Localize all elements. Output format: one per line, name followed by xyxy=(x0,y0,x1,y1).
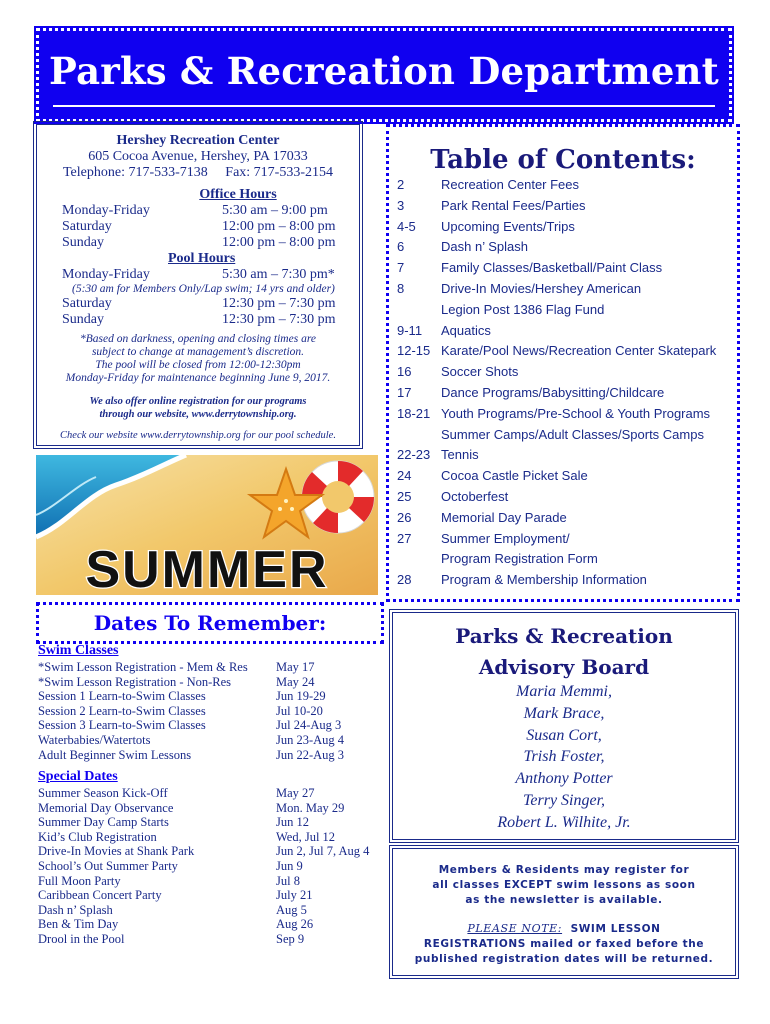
summer-illustration xyxy=(36,455,378,595)
date-value: May 27 xyxy=(276,786,315,800)
date-label: Adult Beginner Swim Lessons xyxy=(38,747,192,762)
please-note-label: PLEASE NOTE: xyxy=(467,922,563,935)
office-time: 12:00 pm – 8:00 pm xyxy=(222,235,336,250)
toc-page-number: 24 xyxy=(397,468,412,484)
swim-classes-heading: Swim Classes xyxy=(38,643,119,658)
date-value: Sep 9 xyxy=(276,932,305,946)
note-line: *Based on darkness, opening and closing times are xyxy=(80,333,316,345)
note-line: We also offer online registration for our programs xyxy=(89,396,307,407)
date-label: Drive-In Movies at Shank Park xyxy=(38,844,195,859)
toc-entry: Tennis xyxy=(441,447,479,463)
toc-entry: Soccer Shots xyxy=(441,364,519,380)
toc-page-number: 4-5 xyxy=(397,218,416,234)
date-value: Jun 12 xyxy=(276,815,309,830)
advisory-board xyxy=(392,612,736,840)
toc-page-number: 6 xyxy=(397,239,405,255)
toc-entry: Park Rental Fees/Parties xyxy=(441,197,586,213)
date-value: Jun 23-Aug 4 xyxy=(276,733,345,747)
date-value: Aug 5 xyxy=(276,902,307,917)
toc-entry: Memorial Day Parade xyxy=(441,509,567,525)
toc-entry: Recreation Center Fees xyxy=(441,177,580,192)
date-label: *Swim Lesson Registration - Non-Res xyxy=(38,674,232,689)
date-value: May 17 xyxy=(276,660,315,674)
notice-line: published registration dates will be returned. xyxy=(414,953,714,965)
board-member: Susan Cort, xyxy=(526,726,602,744)
toc-title: Table of Contents: xyxy=(430,145,696,175)
date-value: Aug 26 xyxy=(276,917,314,932)
toc-page-number: 16 xyxy=(397,364,412,380)
toc-entry: Legion Post 1386 Flag Fund xyxy=(441,301,605,317)
dates-title: Dates To Remember: xyxy=(93,611,327,635)
date-label: School’s Out Summer Party xyxy=(38,859,178,873)
online-registration-note xyxy=(40,395,356,421)
date-value: Jun 9 xyxy=(276,859,303,873)
pool-time: 5:30 am – 7:30 pm* xyxy=(222,267,335,282)
note-line: subject to change at management’s discretion. xyxy=(91,346,305,358)
toc-page-number: 7 xyxy=(397,260,405,276)
toc-entry: Youth Programs/Pre-School & Youth Programs xyxy=(441,405,711,421)
pool-members-note: (5:30 am for Members Only/Lap swim; 14 yrs and older) xyxy=(72,283,335,295)
please-note-line xyxy=(393,921,735,937)
registration-notice xyxy=(392,848,736,976)
toc-page-number: 18-21 xyxy=(397,405,431,421)
summer-graphic xyxy=(36,455,378,595)
date-value: Jun 22-Aug 3 xyxy=(276,747,345,762)
toc-page-number: 25 xyxy=(397,489,412,504)
pool-day: Saturday xyxy=(62,296,112,311)
toc-entry: Program Registration Form xyxy=(441,551,598,567)
header-banner xyxy=(36,28,732,122)
center-name: Hershey Recreation Center xyxy=(116,133,280,148)
date-value: Mon. May 29 xyxy=(276,800,345,815)
toc-page-number: 28 xyxy=(397,572,412,588)
date-label: *Swim Lesson Registration - Mem & Res xyxy=(38,660,248,674)
board-member: Robert L. Wilhite, Jr. xyxy=(497,813,631,831)
date-value: Jul 24-Aug 3 xyxy=(276,718,342,733)
date-label: Kid’s Club Registration xyxy=(38,829,157,844)
board-title xyxy=(393,621,735,683)
toc-entry: Family Classes/Basketball/Paint Class xyxy=(441,260,663,276)
toc-entry: Program & Membership Information xyxy=(441,572,647,588)
toc-entry: Upcoming Events/Trips xyxy=(441,218,575,234)
toc-entry: Dance Programs/Babysitting/Childcare xyxy=(441,385,665,400)
toc-entry: Aquatics xyxy=(441,322,491,338)
date-label: Summer Day Camp Starts xyxy=(38,815,169,830)
toc-entry: Summer Camps/Adult Classes/Sports Camps xyxy=(441,426,704,442)
notice-line: REGISTRATIONS mailed or faxed before the xyxy=(423,938,705,950)
date-label: Caribbean Concert Party xyxy=(38,888,162,903)
date-label: Session 3 Learn-to-Swim Classes xyxy=(38,718,206,733)
toc-page-number: 12-15 xyxy=(397,343,431,359)
pool-day: Sunday xyxy=(62,312,104,327)
note-line: Monday-Friday for maintenance beginning June 9, 2017. xyxy=(65,372,331,384)
date-label: Summer Season Kick-Off xyxy=(38,786,168,800)
date-value: Jun 19-29 xyxy=(276,689,326,704)
date-value: Wed, Jul 12 xyxy=(276,829,336,844)
toc-page-number: 27 xyxy=(397,530,412,546)
toc-page-number: 8 xyxy=(397,281,405,296)
board-member: Anthony Potter xyxy=(515,770,613,788)
office-day: Sunday xyxy=(62,235,104,250)
date-label: Memorial Day Observance xyxy=(38,800,174,815)
date-value: Jul 8 xyxy=(276,873,300,888)
notice-line: all classes EXCEPT swim lessons as soon xyxy=(432,879,696,891)
summer-word: SUMMER xyxy=(85,541,329,595)
date-value: May 24 xyxy=(276,674,315,689)
date-label: Drool in the Pool xyxy=(38,932,125,946)
toc-entry: Octoberfest xyxy=(441,489,509,504)
toc-entry: Summer Employment/ xyxy=(441,530,570,546)
special-dates-heading: Special Dates xyxy=(38,769,118,784)
date-label: Full Moon Party xyxy=(38,873,121,888)
note-line: The pool will be closed from 12:00-12:30pm xyxy=(95,359,301,371)
toc-page-number: 2 xyxy=(397,177,405,192)
center-phones: Telephone: 717-533-7138 Fax: 717-533-2154 xyxy=(62,165,334,180)
date-label: Dash n’ Splash xyxy=(38,902,113,917)
dates-header-box xyxy=(36,602,384,644)
darkness-note xyxy=(40,333,356,385)
pool-day: Monday-Friday xyxy=(62,267,150,282)
office-time: 5:30 am – 9:00 pm xyxy=(222,203,328,218)
notice-line: Members & Residents may register for xyxy=(438,864,690,876)
date-label: Session 2 Learn-to-Swim Classes xyxy=(38,703,206,718)
board-member: Maria Memmi, xyxy=(516,683,612,700)
office-day: Saturday xyxy=(62,219,112,234)
note-line: through our website, www.derrytownship.org. xyxy=(99,409,297,420)
board-member: Trish Foster, xyxy=(523,748,605,766)
center-address: 605 Cocoa Avenue, Hershey, PA 17033 xyxy=(88,149,308,164)
toc-entry: Cocoa Castle Picket Sale xyxy=(441,468,588,484)
date-value: Jun 2, Jul 7, Aug 4 xyxy=(276,844,370,859)
pool-time: 12:30 pm – 7:30 pm xyxy=(222,312,336,327)
toc-page-number: 22-23 xyxy=(397,447,431,463)
date-label: Waterbabies/Watertots xyxy=(38,733,151,747)
toc-entry: Drive-In Movies/Hershey American xyxy=(441,281,642,296)
toc-page-number: 3 xyxy=(397,197,405,213)
board-member: Terry Singer, xyxy=(522,792,606,809)
pool-hours-heading: Pool Hours xyxy=(168,251,236,266)
office-hours-heading: Office Hours xyxy=(199,187,277,202)
please-note-rest: SWIM LESSON xyxy=(562,923,661,935)
board-title-line: Parks & Recreation xyxy=(455,624,673,648)
date-value: July 21 xyxy=(276,888,313,903)
notice-line: as the newsletter is available. xyxy=(465,894,663,906)
table-of-contents xyxy=(386,124,740,602)
website-note: Check our website www.derrytownship.org for our pool schedule. xyxy=(60,430,336,441)
banner-divider xyxy=(53,105,715,107)
toc-page-number: 26 xyxy=(397,509,412,525)
pool-time: 12:30 pm – 7:30 pm xyxy=(222,296,336,311)
office-time: 12:00 pm – 8:00 pm xyxy=(222,219,336,234)
toc-page-number: 17 xyxy=(397,385,412,400)
date-label: Ben & Tim Day xyxy=(38,917,119,932)
board-member: Mark Brace, xyxy=(523,704,605,722)
page-title: Parks & Recreation Department xyxy=(49,49,719,93)
toc-entry: Dash n’ Splash xyxy=(441,239,528,255)
toc-page-number: 9-11 xyxy=(397,322,423,338)
board-title-line: Advisory Board xyxy=(478,655,650,679)
toc-entry: Karate/Pool News/Recreation Center Skatepark xyxy=(441,343,717,359)
office-day: Monday-Friday xyxy=(62,203,150,218)
date-value: Jul 10-20 xyxy=(276,703,323,718)
date-label: Session 1 Learn-to-Swim Classes xyxy=(38,689,206,704)
